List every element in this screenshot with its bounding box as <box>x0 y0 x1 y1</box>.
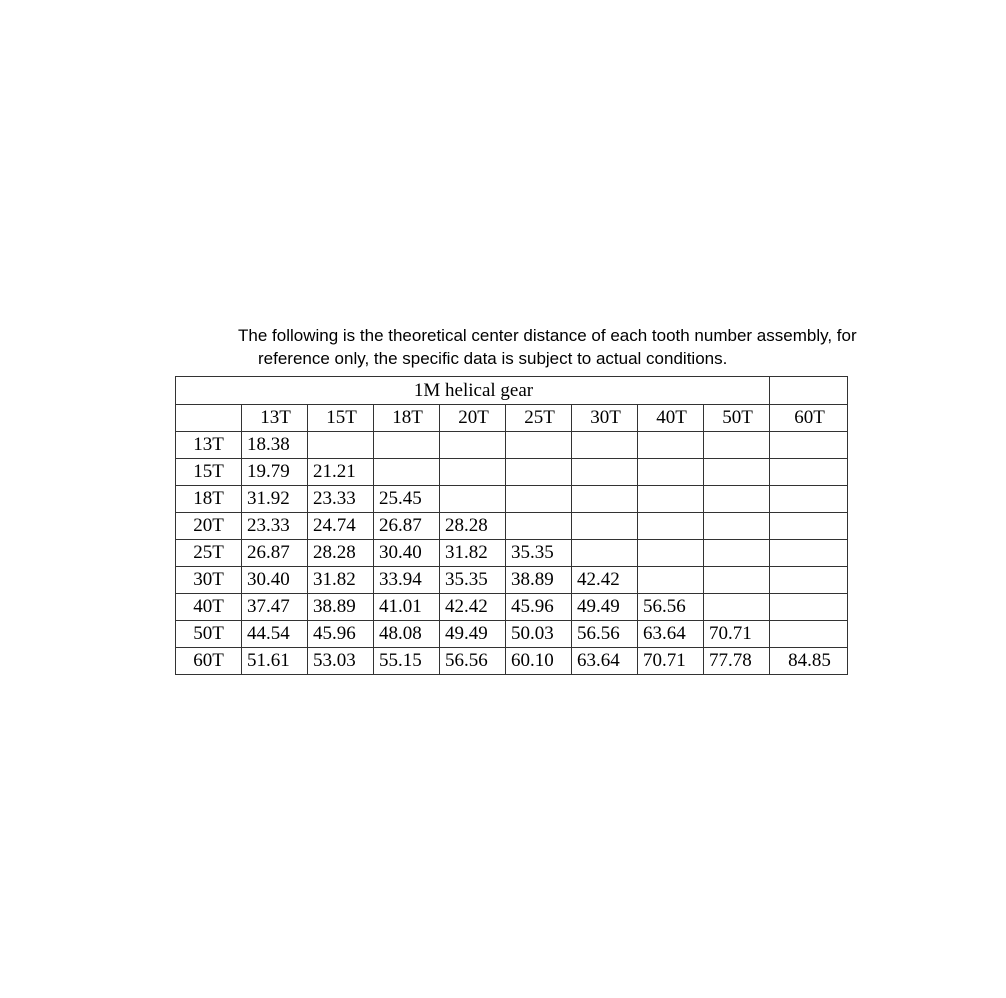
intro-note-line-1: The following is the theoretical center distance of each tooth number assembly, for <box>238 326 857 345</box>
column-header: 13T <box>242 405 308 432</box>
column-header: 50T <box>704 405 770 432</box>
table-cell: 30.40 <box>242 567 308 594</box>
table-cell <box>572 459 638 486</box>
table-cell: 38.89 <box>308 594 374 621</box>
column-header: 40T <box>638 405 704 432</box>
table-cell: 49.49 <box>572 594 638 621</box>
table-cell <box>572 486 638 513</box>
table-cell: 53.03 <box>308 648 374 675</box>
table-cell <box>638 567 704 594</box>
row-header: 20T <box>176 513 242 540</box>
table-row <box>176 540 848 567</box>
table-cell: 25.45 <box>374 486 440 513</box>
table-row <box>176 594 848 621</box>
table-cell: 49.49 <box>440 621 506 648</box>
table-cell <box>770 621 848 648</box>
table-cell <box>704 432 770 459</box>
table-cell: 44.54 <box>242 621 308 648</box>
table-row <box>176 486 848 513</box>
table-title-empty-cell <box>770 377 848 405</box>
table-cell: 37.47 <box>242 594 308 621</box>
table-cell: 51.61 <box>242 648 308 675</box>
table-cell <box>638 513 704 540</box>
table-cell: 70.71 <box>704 621 770 648</box>
table-cell <box>704 540 770 567</box>
table-row <box>176 648 848 675</box>
table-cell <box>770 459 848 486</box>
table-cell: 50.03 <box>506 621 572 648</box>
table-title: 1M helical gear <box>176 377 770 405</box>
column-header: 20T <box>440 405 506 432</box>
table-cell <box>506 486 572 513</box>
table-body <box>176 377 848 675</box>
row-header: 15T <box>176 459 242 486</box>
table-cell <box>704 594 770 621</box>
column-header: 60T <box>770 405 848 432</box>
table-cell <box>638 486 704 513</box>
table-cell: 77.78 <box>704 648 770 675</box>
table-title-row <box>176 377 848 405</box>
row-header: 50T <box>176 621 242 648</box>
row-header: 60T <box>176 648 242 675</box>
table-cell: 38.89 <box>506 567 572 594</box>
table-cell: 35.35 <box>506 540 572 567</box>
table-cell: 56.56 <box>638 594 704 621</box>
intro-note <box>238 324 918 370</box>
table-cell: 26.87 <box>242 540 308 567</box>
intro-note-line-2: reference only, the specific data is subject to actual conditions. <box>258 349 728 368</box>
table-cell: 26.87 <box>374 513 440 540</box>
table-cell: 24.74 <box>308 513 374 540</box>
table-cell <box>770 432 848 459</box>
table-row <box>176 432 848 459</box>
table-cell <box>770 540 848 567</box>
table-cell <box>308 432 374 459</box>
table-cell: 63.64 <box>572 648 638 675</box>
table-row <box>176 459 848 486</box>
table-cell: 63.64 <box>638 621 704 648</box>
table-cell <box>770 486 848 513</box>
table-cell: 42.42 <box>440 594 506 621</box>
column-header: 30T <box>572 405 638 432</box>
table-cell: 56.56 <box>440 648 506 675</box>
table-cell: 70.71 <box>638 648 704 675</box>
table-cell <box>506 513 572 540</box>
table-cell: 60.10 <box>506 648 572 675</box>
table-cell <box>704 459 770 486</box>
table-cell: 35.35 <box>440 567 506 594</box>
table-cell <box>704 486 770 513</box>
table-cell: 31.82 <box>308 567 374 594</box>
table-cell: 45.96 <box>506 594 572 621</box>
row-header: 30T <box>176 567 242 594</box>
table-cell: 48.08 <box>374 621 440 648</box>
row-header: 13T <box>176 432 242 459</box>
table-cell <box>374 432 440 459</box>
table-cell: 45.96 <box>308 621 374 648</box>
table-cell <box>638 540 704 567</box>
table-cell: 41.01 <box>374 594 440 621</box>
table-cell: 56.56 <box>572 621 638 648</box>
table-cell: 33.94 <box>374 567 440 594</box>
table-cell <box>638 432 704 459</box>
table-cell: 84.85 <box>770 648 848 675</box>
table-cell <box>770 594 848 621</box>
table-cell <box>572 513 638 540</box>
table-cell <box>506 432 572 459</box>
table-cell <box>770 513 848 540</box>
row-header: 40T <box>176 594 242 621</box>
row-header: 25T <box>176 540 242 567</box>
table-cell <box>704 567 770 594</box>
table-cell <box>506 459 572 486</box>
table-cell <box>374 459 440 486</box>
center-distance-table <box>175 376 848 675</box>
table-cell: 21.21 <box>308 459 374 486</box>
table-cell: 30.40 <box>374 540 440 567</box>
table-cell: 31.92 <box>242 486 308 513</box>
table-cell: 18.38 <box>242 432 308 459</box>
table-cell: 23.33 <box>242 513 308 540</box>
row-header: 18T <box>176 486 242 513</box>
table-cell <box>440 432 506 459</box>
table-cell <box>638 459 704 486</box>
table-row <box>176 513 848 540</box>
table-cell: 23.33 <box>308 486 374 513</box>
corner-cell <box>176 405 242 432</box>
table-cell <box>770 567 848 594</box>
table-row <box>176 567 848 594</box>
column-header: 25T <box>506 405 572 432</box>
column-header: 18T <box>374 405 440 432</box>
table-cell: 55.15 <box>374 648 440 675</box>
table-cell <box>440 486 506 513</box>
table-cell: 31.82 <box>440 540 506 567</box>
table-cell <box>440 459 506 486</box>
table-cell: 42.42 <box>572 567 638 594</box>
table-cell <box>572 432 638 459</box>
table-cell: 28.28 <box>308 540 374 567</box>
table-cell: 28.28 <box>440 513 506 540</box>
column-header-row <box>176 405 848 432</box>
table-row <box>176 621 848 648</box>
column-header: 15T <box>308 405 374 432</box>
table-cell: 19.79 <box>242 459 308 486</box>
table-cell <box>572 540 638 567</box>
table-cell <box>704 513 770 540</box>
